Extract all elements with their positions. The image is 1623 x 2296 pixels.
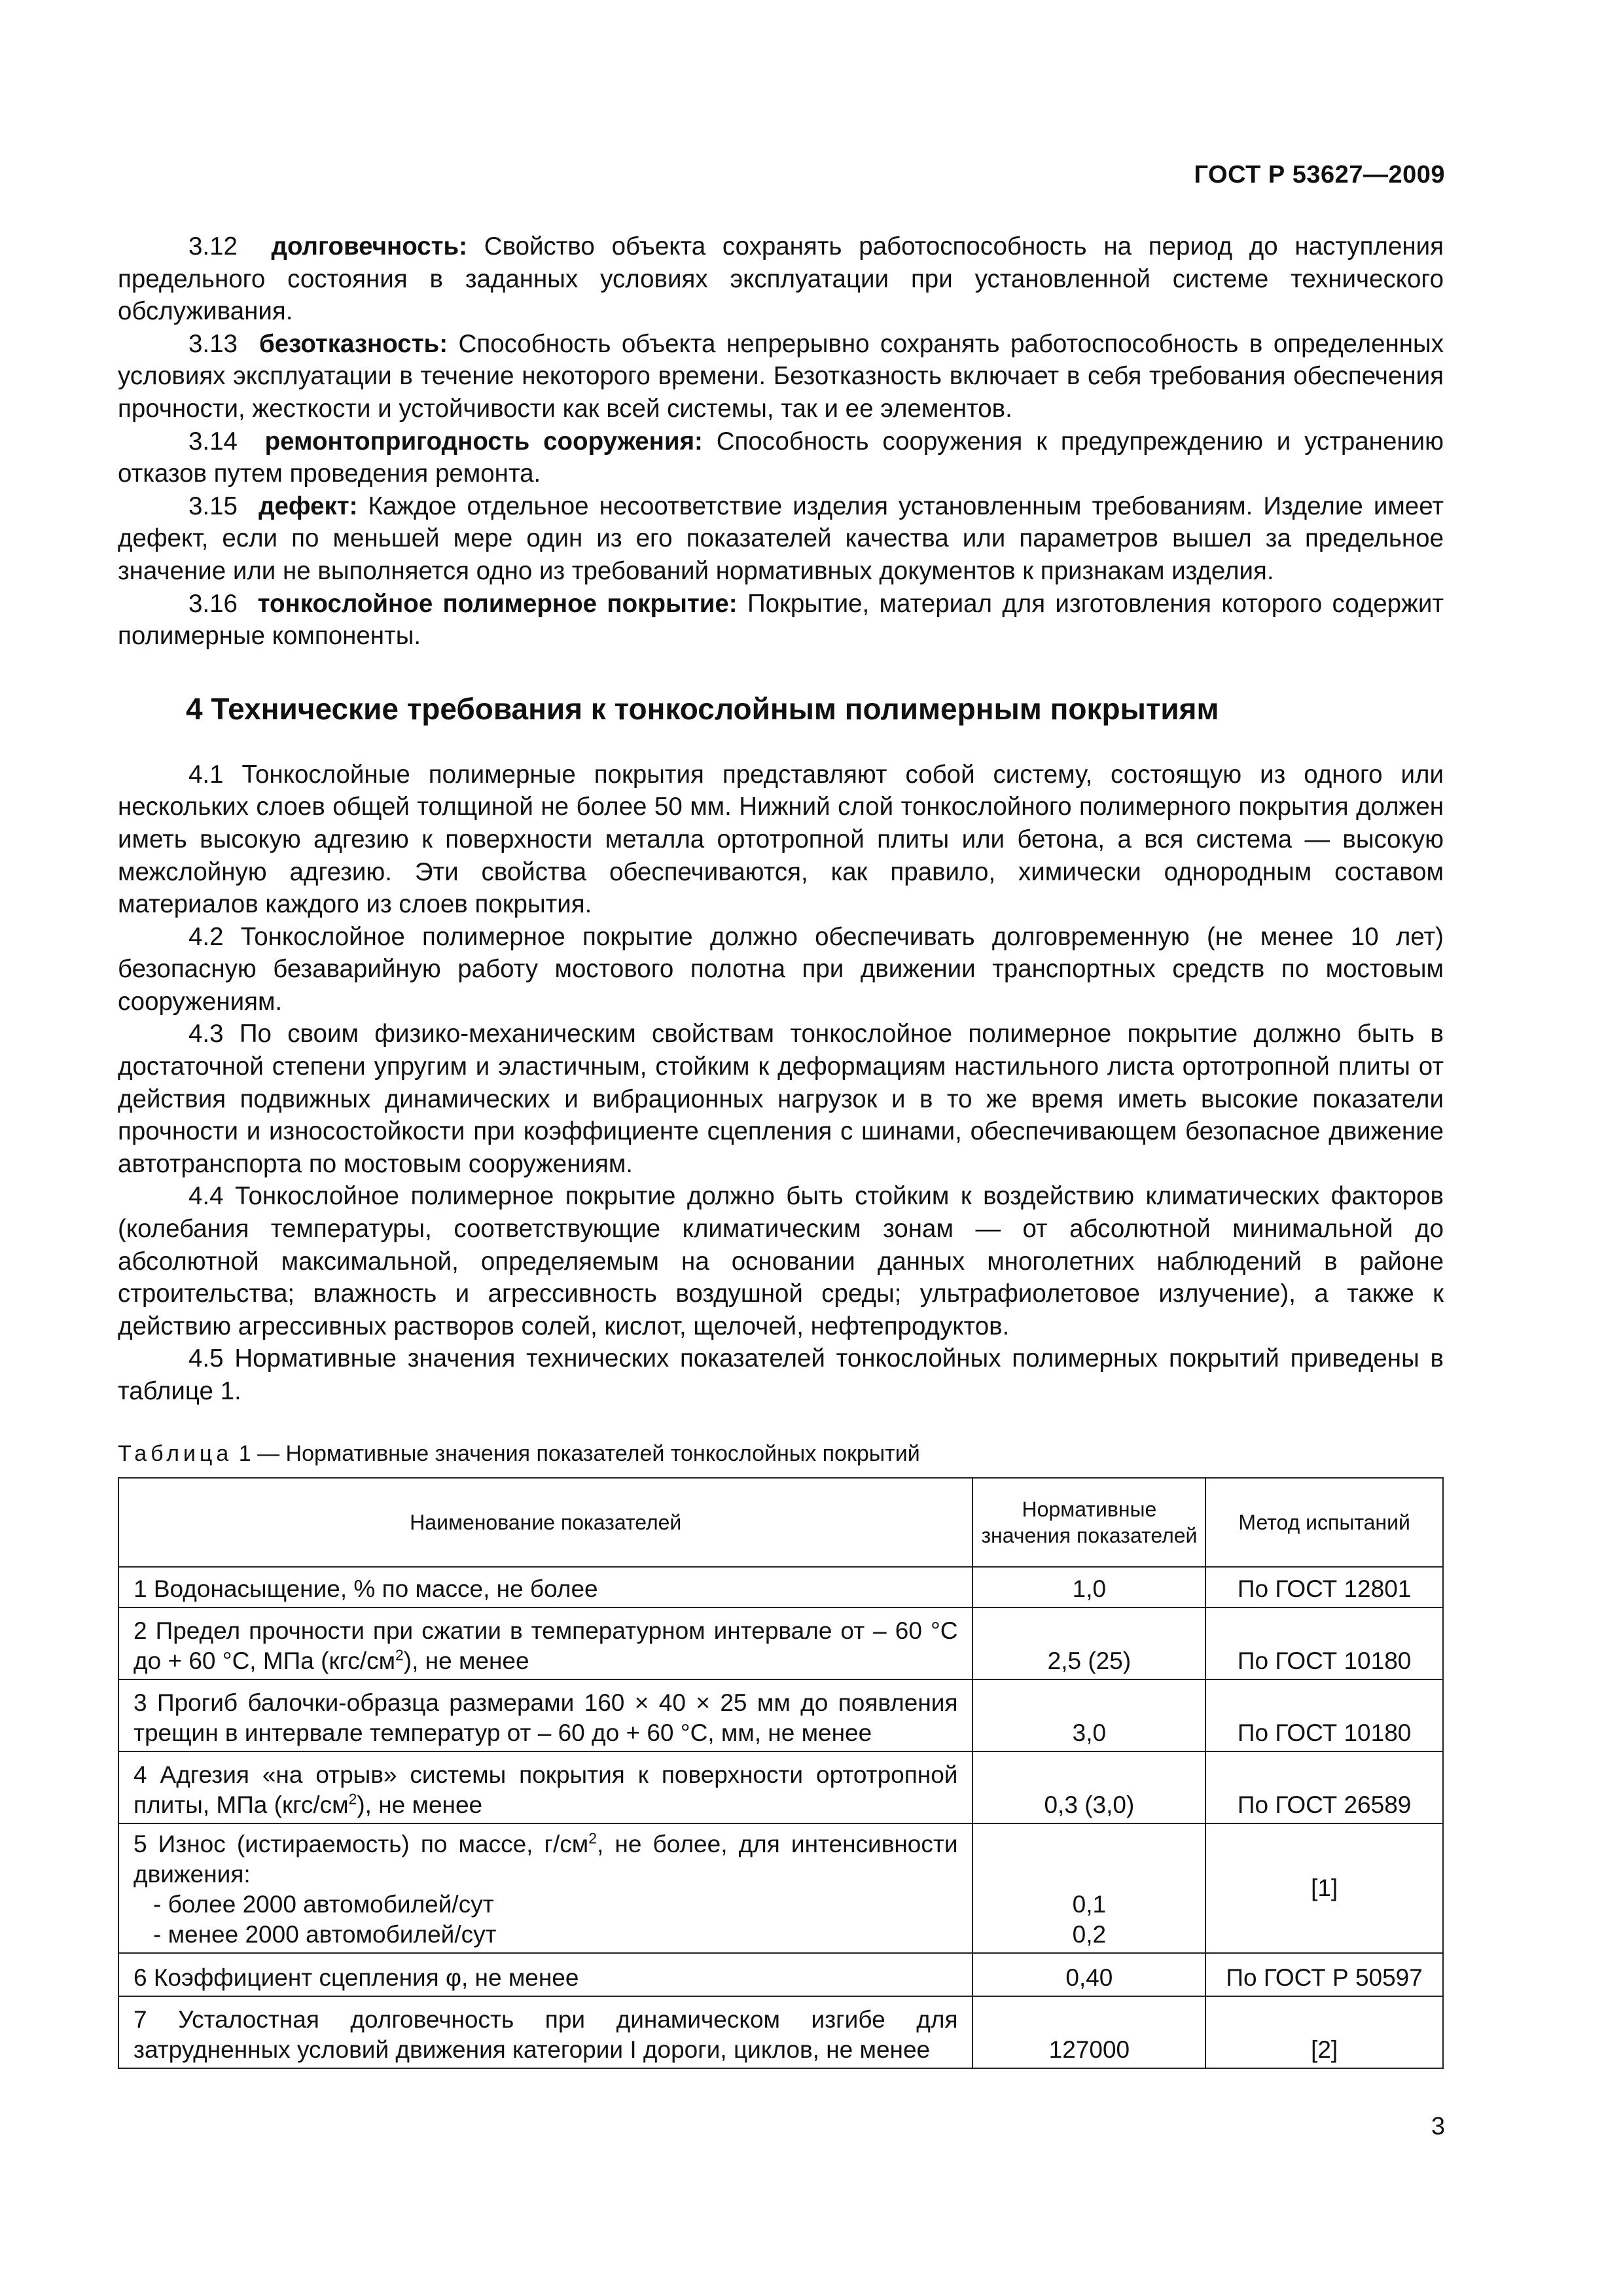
cell-value: 0,3 (3,0) bbox=[972, 1751, 1205, 1823]
paragraph-4-1: 4.1 Тонкослойные полимерные покрытия представляют собой систему, состоящую из одного или нескольких слоев общей толщиной не более 50 мм. Нижний слой тонкослойного полимерного покрытия должен иметь высокую адгезию к поверхности металла ортотропной плиты или бетона, а вся система — высокую межслойную адгезию. Эти свойства обеспечиваются, как правило, химически однородным составом материалов каждого из слоев покрытия. bbox=[118, 760, 1444, 919]
definition-3-12: 3.12 долговечность: Свойство объекта сохранять работоспособность на период до наступления предельного состояния в заданных условиях эксплуатации при установленной системе технического обслуживания. bbox=[118, 232, 1444, 326]
cell-name: 3 Прогиб балочки-образца размерами 160 × 40 × 25 мм до появления трещин в интервале температур от – 60 до + 60 °С, мм, не менее bbox=[118, 1679, 972, 1751]
table-row bbox=[118, 1679, 1443, 1751]
document-id: ГОСТ Р 53627—2009 bbox=[1194, 161, 1445, 188]
list-item: - менее 2000 автомобилей/сут bbox=[153, 1920, 497, 1948]
table-row bbox=[118, 1953, 1443, 1996]
cell-name: 2 Предел прочности при сжатии в температурном интервале от – 60 °С до + 60 °С, МПа $(кгс/см^2)$, не менее bbox=[118, 1607, 972, 1679]
table-row bbox=[118, 1751, 1443, 1823]
table-row bbox=[118, 1823, 1443, 1953]
paragraph-4-3: 4.3 По своим физико-механическим свойствам тонкослойное полимерное покрытие должно быть в достаточной степени упругим и эластичным, стойким к деформациям настильного листа ортотропной плиты от действия подвижных динамических и вибрационных нагрузок и в то же время иметь высокие показатели прочности и износостойкости при коэффициенте сцепления с шинами, обеспечивающем безопасное движение автотранспорта по мостовым сооружениям. bbox=[118, 1020, 1444, 1178]
table-row bbox=[118, 1996, 1443, 2068]
cell-method: По ГОСТ Р 50597 bbox=[1205, 1953, 1443, 1996]
cell-value: 127000 bbox=[972, 1996, 1205, 2068]
cell-method: По ГОСТ 10180 bbox=[1205, 1679, 1443, 1751]
cell-name: 7 Усталостная долговечность при динамическом изгибе для затрудненных условий движения категории I дороги, циклов, не менее bbox=[118, 1996, 972, 2068]
cell-method: По ГОСТ 10180 bbox=[1205, 1607, 1443, 1679]
cell-method: [2] bbox=[1205, 1996, 1443, 2068]
page-content bbox=[118, 230, 1444, 2069]
paragraph-4-4: 4.4 Тонкослойное полимерное покрытие должно быть стойким к воздействию климатических факторов (колебания температуры, соответствующие климатическим зонам — от абсолютной минимальной до абсолютной максимальной, определяемым на основании данных многолетних наблюдений в районе строительства; влажность и агрессивность воздушной среды; ультрафиолетовое излучение), а также к действию агрессивных растворов солей, кислот, щелочей, нефтепродуктов. bbox=[118, 1182, 1444, 1340]
cell-name: 6 Коэффициент сцепления φ, не менее bbox=[118, 1953, 972, 1996]
paragraph-4-2: 4.2 Тонкослойное полимерное покрытие должно обеспечивать долговременную (не менее 10 лет) безопасную безаварийную работу мостового полотна при движении транспортных средств по мостовым сооружениям. bbox=[118, 922, 1444, 1016]
cell-value: 0,1 0,2 bbox=[972, 1823, 1205, 1953]
header-normative-value: Нормативные значения показателей bbox=[972, 1478, 1205, 1567]
table-row bbox=[118, 1607, 1443, 1679]
cell-name: 1 Водонасыщение, % по массе, не более bbox=[118, 1567, 972, 1607]
cell-value: 2,5 (25) bbox=[972, 1607, 1205, 1679]
requirements-table bbox=[118, 1477, 1444, 2069]
cell-method: По ГОСТ 26589 bbox=[1205, 1751, 1443, 1823]
header-test-method: Метод испытаний bbox=[1205, 1478, 1443, 1567]
definition-3-14: 3.14 ремонтопригодность сооружения: Способность сооружения к предупреждению и устранению отказов путем проведения ремонта. bbox=[118, 427, 1444, 488]
cell-name: 4 Адгезия «на отрыв» системы покрытия к поверхности ортотропной плиты, МПа $(кгс/см^2)$, не менее bbox=[118, 1751, 972, 1823]
section-heading: 4 Технические требования к тонкослойным полимерным покрытиям bbox=[186, 691, 1219, 726]
table-header-row bbox=[118, 1478, 1443, 1567]
cell-method: По ГОСТ 12801 bbox=[1205, 1567, 1443, 1607]
cell-name: 5 Износ (истираемость) по массе, $г/см^2$, не более, для интенсивности движения: - более 2000 автомобилей/сут - менее 2000 автомобилей/сут bbox=[118, 1823, 972, 1953]
table-caption: Таблица 1 — Нормативные значения показателей тонкослойных покрытий bbox=[118, 1441, 920, 1466]
paragraph-4-5: 4.5 Нормативные значения технических показателей тонкослойных полимерных покрытий приведены в таблице 1. bbox=[118, 1344, 1444, 1405]
cell-method: [1] bbox=[1205, 1823, 1443, 1953]
page-number: 3 bbox=[1431, 2113, 1445, 2140]
cell-value: 1,0 bbox=[972, 1567, 1205, 1607]
list-item: - более 2000 автомобилей/сут bbox=[153, 1890, 494, 1918]
cell-value: 0,40 bbox=[972, 1953, 1205, 1996]
definition-3-15: 3.15 дефект: Каждое отдельное несоответствие изделия установленным требованиям. Изделие имеет дефект, если по меньшей мере один из его показателей качества или параметров вышел за предельное значение или не выполняется одно из требований нормативных документов к признакам изделия. bbox=[118, 492, 1444, 585]
header-indicator-name: Наименование показателей bbox=[118, 1478, 972, 1567]
table-row bbox=[118, 1567, 1443, 1607]
definition-3-13: 3.13 безотказность: Способность объекта непрерывно сохранять работоспособность в определенных условиях эксплуатации в течение некоторого времени. Безотказность включает в себя требования обеспечения прочности, жесткости и устойчивости как всей системы, так и ее элементов. bbox=[118, 329, 1444, 423]
definition-3-16: 3.16 тонкослойное полимерное покрытие: Покрытие, материал для изготовления которого содержит полимерные компоненты. bbox=[118, 589, 1444, 651]
cell-value: 3,0 bbox=[972, 1679, 1205, 1751]
